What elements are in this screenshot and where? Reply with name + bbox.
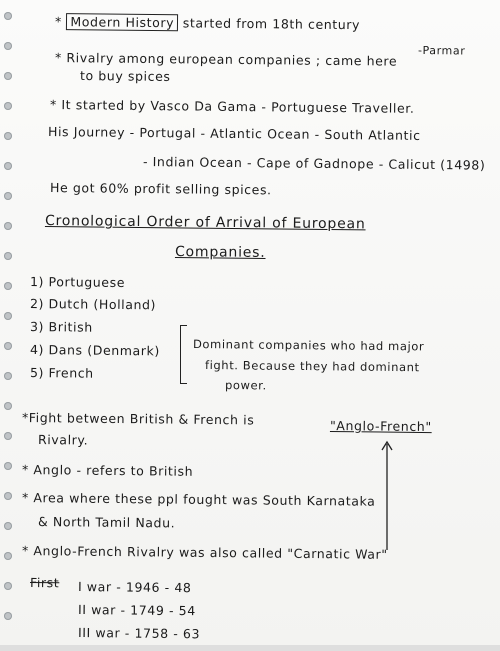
binding-hole — [4, 252, 12, 260]
binding-hole — [4, 282, 12, 290]
spiral-binding — [0, 0, 18, 651]
binding-hole — [4, 492, 12, 500]
binding-hole — [4, 222, 12, 230]
war-item: II war - 1749 - 54 — [77, 602, 196, 619]
heading-companies: Companies. — [174, 244, 266, 261]
line-fight — [22, 410, 255, 427]
list-item: 3) British — [29, 319, 93, 335]
binding-hole — [4, 102, 12, 110]
line-vasco: * It started by Vasco Da Gama - Portuguese Traveller. — [49, 97, 415, 116]
binding-hole — [4, 402, 12, 410]
binding-hole — [4, 522, 12, 530]
line-fight-text: *Fight between British & French is — [21, 410, 255, 428]
author-signature: -Parmar — [417, 44, 466, 58]
binding-hole — [4, 42, 12, 50]
modern-history-label: Modern History — [66, 13, 178, 31]
binding-hole — [4, 12, 12, 20]
anglo-french-quote-text: "Anglo-French" — [329, 418, 432, 435]
grouping-bracket — [180, 325, 187, 384]
binding-hole — [4, 432, 12, 440]
line-modern-history: * Modern History started from 18th century — [54, 14, 361, 33]
line-carnatic: * Anglo-French Rivalry was also called "Carnatic War" — [21, 543, 388, 562]
line-rivalry-b: to buy spices — [79, 68, 171, 84]
binding-hole — [4, 72, 12, 80]
binding-hole — [4, 372, 12, 380]
wars-label: First — [29, 575, 60, 591]
anglo-french-quote — [330, 418, 432, 434]
binding-hole — [4, 612, 12, 620]
line-rivalry-a: * Rivalry among european companies ; came here — [54, 50, 398, 69]
binding-hole — [4, 132, 12, 140]
binding-hole — [4, 342, 12, 350]
line-area-b: & North Tamil Nadu. — [37, 514, 176, 531]
line-vasco-text: It started by Vasco Da Gama - Portuguese Traveller. — [61, 97, 415, 116]
side-note-c: power. — [224, 378, 267, 393]
line-rivalry-a-text: Rivalry among european companies ; came here — [66, 50, 398, 69]
modern-history-rest: started from 18th century — [182, 15, 361, 33]
heading-chronological: Cronological Order of Arrival of European — [44, 213, 366, 233]
binding-hole — [4, 162, 12, 170]
list-item: 5) French — [29, 365, 94, 381]
binding-hole — [4, 312, 12, 320]
war-item: III war - 1758 - 63 — [77, 625, 201, 642]
side-note-b: fight. Because they had dominant — [204, 358, 420, 375]
binding-hole — [4, 462, 12, 470]
binding-hole — [4, 582, 12, 590]
line-anglo: * Anglo - refers to British — [21, 462, 194, 479]
line-area-a: * Area where these ppl fought was South Karnataka — [21, 490, 376, 509]
list-item: 1) Portuguese — [29, 274, 126, 290]
up-arrow-icon — [381, 440, 393, 552]
binding-hole — [4, 552, 12, 560]
binding-hole — [4, 192, 12, 200]
line-rivalry: Rivalry. — [37, 432, 89, 448]
line-journey: His Journey - Portugal - Atlantic Ocean - South Atlantic — [47, 124, 421, 143]
war-item: I war - 1946 - 48 — [77, 579, 192, 596]
line-journey-cont: - Indian Ocean - Cape of Gadnope - Calicut (1498) — [142, 154, 486, 173]
bottom-toolbar-strip — [0, 645, 500, 651]
side-note-a: Dominant companies who had major — [192, 337, 425, 354]
line-profit: He got 60% profit selling spices. — [49, 180, 272, 198]
list-item: 2) Dutch (Holland) — [29, 296, 157, 313]
list-item: 4) Dans (Denmark) — [29, 342, 160, 359]
